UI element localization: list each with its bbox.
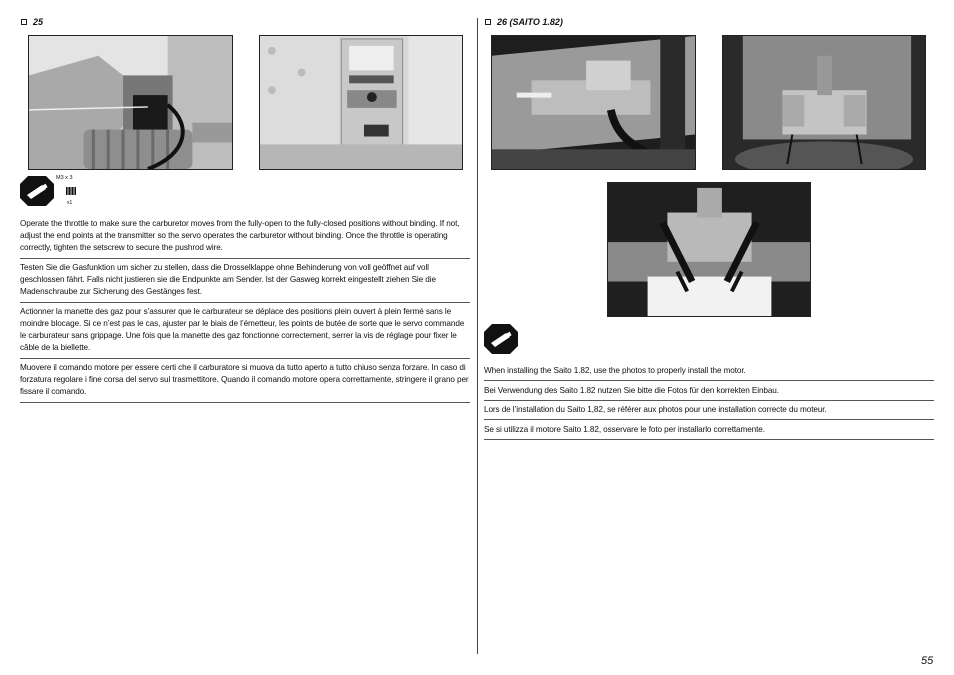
- column-divider: [477, 18, 478, 654]
- saito-note-fr: Lors de l’installation du Saito 1,82, se référer aux photos pour une installation correcte du moteur.: [484, 405, 827, 414]
- photo-servo-tray: [259, 35, 463, 170]
- checkbox-icon: [485, 19, 491, 25]
- photo-saito-mount: [607, 182, 811, 317]
- checkbox-icon: [21, 19, 27, 25]
- hardware-label: M3 x 3: [56, 175, 73, 181]
- step-number: 26 (SAITO 1.82): [497, 17, 563, 27]
- hardware-quantity: x1: [67, 200, 73, 206]
- divider: [20, 302, 470, 303]
- divider: [20, 258, 470, 259]
- instruction-en: Operate the throttle to make sure the carburetor moves from the fully-open to the fully-closed positions without binding. If not, adjust the end points at the transmitter so the servo operates the carburetor without binding. Once the throttle is operating correctly, tighten the setscrew to secure the pushrod wire.: [20, 219, 460, 252]
- wrench-tool-icon: [20, 176, 54, 206]
- page-number: 55: [921, 655, 934, 667]
- divider: [20, 402, 470, 403]
- instruction-fr: Actionner la manette des gaz pour s’assurer que le carburateur se déplace des positions plein ouvert à plein fermé sans le moindre blocage. Si ce n’est pas le cas, ajuster par le biais de l’émetteur, les points de butée de sorte que le servo commande le carburateur sans grippage. Une fois que la manette des gaz fonctionne correctement, serrer la vis de réglage pour fixer le câble de la biellette.: [20, 307, 465, 352]
- wrench-tool-icon: [484, 324, 518, 354]
- divider: [20, 358, 470, 359]
- saito-note-en: When installing the Saito 1.82, use the photos to properly install the motor.: [484, 366, 746, 375]
- step-26-heading: [485, 17, 563, 27]
- divider: [484, 439, 934, 440]
- step-25-heading: [21, 17, 43, 27]
- step-number: 25: [33, 17, 44, 27]
- instruction-de: Testen Sie die Gasfunktion um sicher zu stellen, dass die Drosselklappe ohne Behinderung von voll geöffnet auf voll geschlossen fährt. Falls nicht justieren sie die Endpunkte am Sender. Ist der Gasweg korrekt eingestellt ziehen Sie die Madenschraube zur Sicherung des Gestänges fest.: [20, 263, 436, 296]
- divider: [484, 419, 934, 420]
- divider: [484, 400, 934, 401]
- photo-saito-front: [722, 35, 926, 170]
- photo-carburetor-linkage: [28, 35, 233, 170]
- instruction-it: Muovere il comando motore per essere certi che il carburatore si muova da tutto aperto a tutto chiuso senza forzare. In caso di forzatura regolare i fine corsa del servo sul trasmettitore. Quando il comando motore opera correttamente, stringere il grano per fissare il comando.: [20, 363, 469, 396]
- setscrew-icon: [65, 185, 77, 197]
- photo-saito-side: [491, 35, 696, 170]
- divider: [484, 380, 934, 381]
- saito-note-it: Se si utilizza il motore Saito 1.82, osservare le foto per installarlo correttamente.: [484, 425, 765, 434]
- saito-note-de: Bei Verwendung des Saito 1.82 nutzen Sie bitte die Fotos für den korrekten Einbau.: [484, 386, 779, 395]
